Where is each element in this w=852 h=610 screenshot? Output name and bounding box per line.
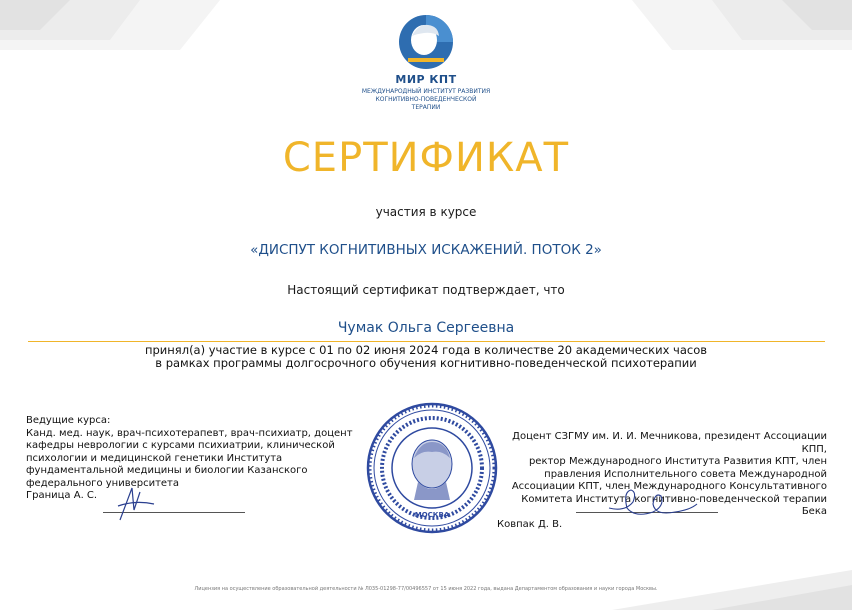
brand-subtitle-line: ТЕРАПИИ — [411, 104, 441, 111]
instructor-credentials-line: Ассоциации КПТ, член Международного Консультативного — [511, 481, 827, 492]
instructor-credentials-line: федерального университета — [26, 477, 180, 489]
course-name: «ДИСПУТ КОГНИТИВНЫХ ИСКАЖЕНИЙ. ПОТОК 2» — [250, 242, 602, 258]
instructor-credentials-line: правления Исполнительного совета Международной — [544, 468, 827, 480]
instructor-credentials-line: Доцент СЗГМУ им. И. И. Мечникова, президент Ассоциации КПП, — [512, 431, 827, 455]
recipient-name: Чумак Ольга Сергеевна — [337, 320, 515, 336]
brand-logo-icon — [398, 14, 454, 70]
instructor-credentials-line: Комитета Института когнитивно-поведенческой терапии Бека — [521, 493, 827, 517]
brand-subtitle-line: КОГНИТИВНО-ПОВЕДЕНЧЕСКОЙ — [375, 96, 477, 103]
description-line: в рамках программы долгосрочного обучения когнитивно-поведенческой психотерапии — [155, 356, 697, 370]
description-line: принял(а) участие в курсе с 01 по 02 июня 2024 года в количестве 20 академических часов — [144, 343, 708, 357]
corner-decoration-top-left — [0, 0, 220, 50]
confirmation-text: Настоящий сертификат подтверждает, что — [287, 283, 565, 297]
participation-description — [0, 344, 852, 370]
brand-subtitle-line: МЕЖДУНАРОДНЫЙ ИНСТИТУТ РАЗВИТИЯ — [361, 88, 491, 95]
license-footer: Лицензия на осуществление образовательной деятельности № Л035-01298-77/00496557 от 15 июня 2022 года, выдана Департаментом образования и науки города Москвы. — [194, 586, 658, 592]
instructor-credentials-line: кафедры неврологии с курсами психиатрии, клинической — [26, 440, 335, 451]
corner-decoration-top-right — [632, 0, 852, 50]
certificate-title: СЕРТИФИКАТ — [282, 135, 570, 181]
brand-name: МИР КПТ — [395, 73, 457, 86]
instructor-name: Граница А. С. — [26, 490, 98, 501]
instructors-heading: Ведущие курса: — [26, 415, 111, 426]
seal-city-label: МОСКВА — [414, 511, 450, 519]
brand-subtitle — [0, 88, 852, 112]
instructor-credentials-line: Канд. мед. наук, врач-психотерапевт, врач-психиатр, доцент — [26, 427, 353, 439]
certificate-subtitle: участия в курсе — [375, 205, 477, 219]
instructor-name: Ковпак Д. В. — [497, 518, 563, 530]
right-signature — [605, 482, 700, 522]
instructor-credentials-line: психологии и медицинской генетики Института — [26, 452, 283, 464]
left-instructor-block — [26, 415, 356, 503]
left-signature — [110, 480, 160, 525]
instructor-credentials-line: фундаментальной медицины и биологии Казанского — [26, 465, 308, 476]
instructor-credentials-line: ректор Международного Института Развития КПТ, член — [528, 456, 827, 467]
recipient-underline — [28, 341, 825, 342]
